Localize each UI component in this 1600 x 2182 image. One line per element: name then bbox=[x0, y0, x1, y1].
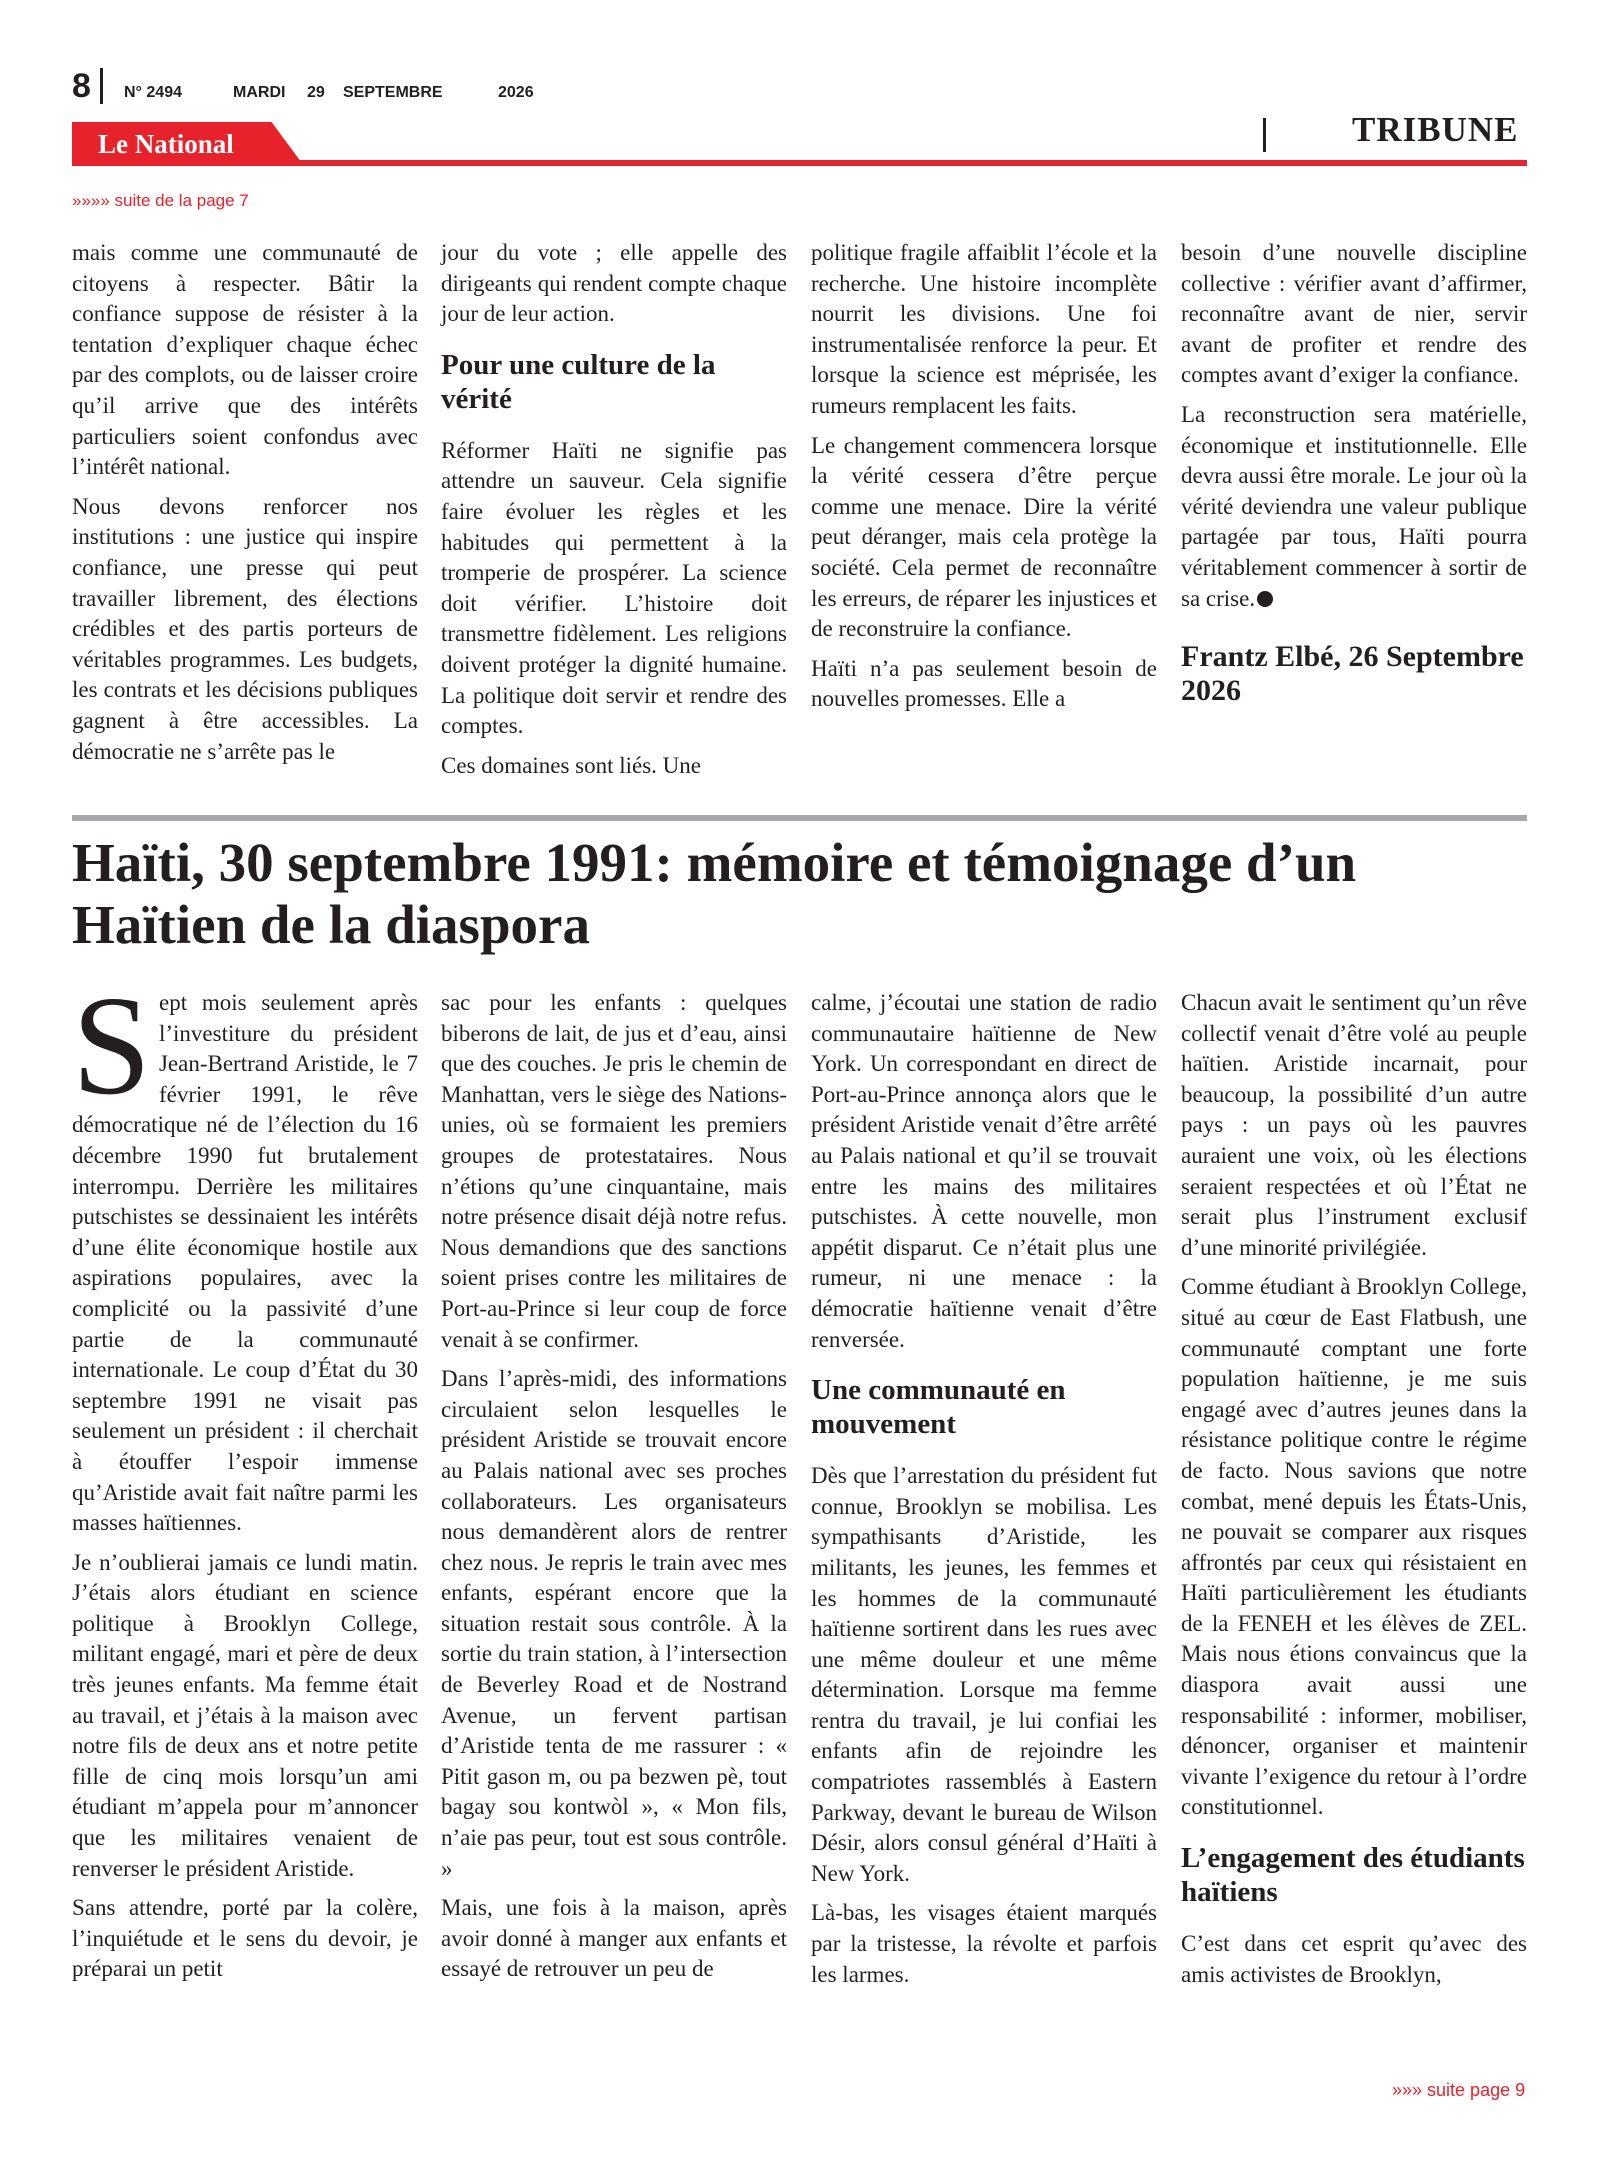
top-article-column-4 bbox=[1181, 238, 1527, 708]
paragraph bbox=[1181, 400, 1527, 614]
page-number-divider bbox=[100, 68, 103, 104]
main-article-column-3 bbox=[811, 988, 1157, 1999]
paragraph: Haïti n’a pas seulement besoin de nouvelles promesses. Elle a bbox=[811, 655, 1157, 712]
subheading: Pour une culture de la vérité bbox=[441, 348, 716, 415]
main-article-column-1 bbox=[72, 966, 418, 1994]
top-article-column-2 bbox=[441, 238, 787, 790]
paragraph-text: ept mois seulement après l’investiture du président Jean-Bertrand Aristide, le 7 février 1991, le rêve démocratique né de l’élection du 16 décembre 1990 fut brutalement interrompu. Derrière les militaires putschistes se dessinaient les intérêts d’une élite économique hostile aux aspirations populaires, avec la complicité ou la passivité d’une partie de la communauté internationale. Le coup d’État du 30 septembre 1991 ne visait pas seulement un président : il cherchait à étouffer l’espoir immense qu’Aristide avait fait naître parmi les masses haïtiennes. bbox=[72, 990, 418, 1536]
paragraph: Nous devons renforcer nos institutions : une justice qui inspire confiance, une presse qui peut travailler librement, des élections crédibles et des partis porteurs de véritables programmes. Les budgets, les contrats et les décisions publiques gagnent à être accessibles. La démocratie ne s’arrête pas le bbox=[72, 493, 418, 764]
date-year: 2026 bbox=[498, 84, 534, 101]
paragraph: Comme étudiant à Brooklyn College, situé au cœur de East Flatbush, une communauté comptant une forte population haïtienne, je me suis engagé avec d’autres jeunes dans la résistance politique contre le régime de facto. Nous savions que notre combat, mené depuis les États-Unis, ne pouvait se comparer aux risques affrontés par ceux qui résistaient en Haïti particulièrement les étudiants de la FENEH et les élèves de ZEL. Mais nous étions convaincus que la diaspora avait aussi une responsabilité : informer, mobiliser, dénoncer, organiser et maintenir vivante l’exigence du retour à l’ordre constitutionnel. bbox=[1181, 1274, 1527, 1820]
paragraph: Sans attendre, porté par la colère, l’inquiétude et le sens du devoir, je préparai un petit bbox=[72, 1895, 418, 1982]
paragraph: Réformer Haïti ne signifie pas attendre un sauveur. Cela signifie faire évoluer les règles et les habitudes qui permettent à la tromperie de prospérer. La science doit vérifier. L’histoire doit transmettre fidèlement. Les religions doivent protéger la dignité humaine. La politique doit servir et rendre des comptes. bbox=[441, 437, 787, 739]
page-number: 8 bbox=[72, 67, 91, 105]
brand-name: Le National bbox=[98, 129, 234, 159]
section-title: TRIBUNE bbox=[1352, 110, 1519, 149]
paragraph: Là-bas, les visages étaient marqués par la tristesse, la révolte et parfois les larmes. bbox=[811, 1900, 1157, 1987]
issue-number: N° 2494 bbox=[124, 84, 182, 101]
paragraph: Dès que l’arrestation du président fut connue, Brooklyn se mobilisa. Les sympathisants d’Aristide, les militants, les jeunes, les femmes et les hommes de la communauté haïtienne sortirent dans les rues avec une même douleur et une même détermination. Lorsque ma femme rentra du travail, je lui confiai les enfants afin de rejoindre les compatriotes rassemblés à Eastern Parkway, devant le bureau de Wilson Désir, alors consul général d’Haïti à New York. bbox=[811, 1463, 1157, 1886]
paragraph-text: La reconstruction sera matérielle, économique et institutionnelle. Elle devra aussi être morale. Le jour où la vérité deviendra une valeur publique partagée par tous, Haïti pourra véritablement commencer à sortir de sa crise. bbox=[1181, 401, 1527, 611]
paragraph bbox=[72, 966, 418, 1539]
main-article-column-4 bbox=[1181, 988, 1527, 1999]
article-separator bbox=[72, 815, 1527, 821]
top-article-column-1 bbox=[72, 238, 418, 776]
paragraph: Chacun avait le sentiment qu’un rêve collectif venait d’être volé au peuple haïtien. Aristide incarnait, pour beaucoup, la possibilité d’un autre pays : un pays où les pauvres auraient une voix, où les élections seraient respectées et où l’État ne serait plus l’instrument exclusif d’une minorité privilégiée. bbox=[1181, 990, 1527, 1260]
date-month: SEPTEMBRE bbox=[343, 84, 443, 101]
author-signature: Frantz Elbé, 26 Septembre 2026 bbox=[1181, 640, 1524, 708]
subheading: Une communauté en mouvement bbox=[811, 1374, 1066, 1441]
main-article-column-2 bbox=[441, 988, 787, 1994]
paragraph: C’est dans cet esprit qu’avec des amis activistes de Brooklyn, bbox=[1181, 1931, 1527, 1987]
date-weekday: MARDI bbox=[233, 84, 286, 101]
article-headline: Haïti, 30 septembre 1991: mémoire et témoignage d’un Haïtien de la diaspora bbox=[72, 832, 1357, 955]
paragraph: politique fragile affaiblit l’école et la recherche. Une histoire incomplète nourrit les divisions. Une foi instrumentalisée renforce la peur. Et lorsque la science est méprisée, les rumeurs remplacent les faits. bbox=[811, 240, 1157, 418]
paragraph: jour du vote ; elle appelle des dirigeants qui rendent compte chaque jour de leur action. bbox=[441, 240, 787, 327]
drop-cap: S bbox=[72, 966, 151, 1124]
paragraph: Dans l’après-midi, des informations circulaient selon lesquelles le président Aristide se trouvait encore au Palais national avec ses proches collaborateurs. Les organisateurs nous demandèrent alors de rentrer chez nous. Je repris le train avec mes enfants, espérant encore que la situation restait sous contrôle. À la sortie du train station, à l’intersection de Beverley Road et de Nostrand Avenue, un fervent partisan d’Aristide tenta de me rassurer : « Pitit gason m, ou pa bezwen pè, tout bagay sou kontwòl », « Mon fils, n’aie pas peur, tout est sous contrôle. » bbox=[441, 1366, 787, 1881]
paragraph: Mais, une fois à la maison, après avoir donné à manger aux enfants et essayé de retrouver un peu de bbox=[441, 1895, 787, 1982]
end-of-article-icon bbox=[1257, 591, 1273, 607]
date-day-number: 29 bbox=[307, 84, 325, 101]
paragraph: mais comme une communauté de citoyens à respecter. Bâtir la confiance suppose de résister à la tentation d’expliquer chaque échec par des complots, ou de laisser croire qu’il arrive que des intérêts particuliers soient confondus avec l’intérêt national. bbox=[72, 240, 418, 480]
paragraph: Le changement commencera lorsque la vérité cessera d’être perçue comme une menace. Dire la vérité peut déranger, mais cela protège la société. Cela permet de reconnaître les erreurs, de réparer les injustices et de reconstruire la confiance. bbox=[811, 432, 1157, 642]
paragraph: besoin d’une nouvelle discipline collective : vérifier avant d’affirmer, reconnaître avant de nier, servir avant de profiter et rendre des comptes avant d’exiger la confiance. bbox=[1181, 240, 1527, 388]
continued-from-label: »»»» suite de la page 7 bbox=[72, 191, 249, 210]
paragraph: Ces domaines sont liés. Une bbox=[441, 752, 701, 778]
paragraph: sac pour les enfants : quelques biberons de lait, de jus et d’eau, ainsi que des couches. Je pris le chemin de Manhattan, vers le siège des Nations-unies, où se formaient les premiers groupes de protestataires. Nous n’étions qu’une cinquantaine, mais notre présence disait déjà notre refus. Nous demandions que des sanctions soient prises contre les militaires de Port-au-Prince si leur coup de force venait à se confirmer. bbox=[441, 990, 787, 1352]
top-article-column-3 bbox=[811, 238, 1157, 724]
subheading: L’engagement des étudiants haïtiens bbox=[1181, 1842, 1525, 1909]
paragraph: Je n’oublierai jamais ce lundi matin. J’étais alors étudiant en science politique à Brooklyn College, militant engagé, mari et père de deux très jeunes enfants. Ma femme était au travail, et j’étais à la maison avec notre fils de deux ans et notre petite fille de cinq mois lorsqu’un ami étudiant m’appela pour m’annoncer que les militaires venaient de renverser le président Aristide. bbox=[72, 1549, 418, 1881]
paragraph: calme, j’écoutai une station de radio communautaire haïtienne de New York. Un correspondant en direct de Port-au-Prince annonça alors que le président Aristide venait d’être arrêté au Palais national et qu’il se trouvait entre les mains des militaires putschistes. À cette nouvelle, mon appétit disparut. Ce n’était plus une rumeur, ni une menace : la démocratie haïtienne venait d’être renversée. bbox=[811, 990, 1157, 1352]
continued-to-label: »»» suite page 9 bbox=[1392, 2080, 1526, 2100]
section-divider bbox=[1263, 118, 1266, 152]
